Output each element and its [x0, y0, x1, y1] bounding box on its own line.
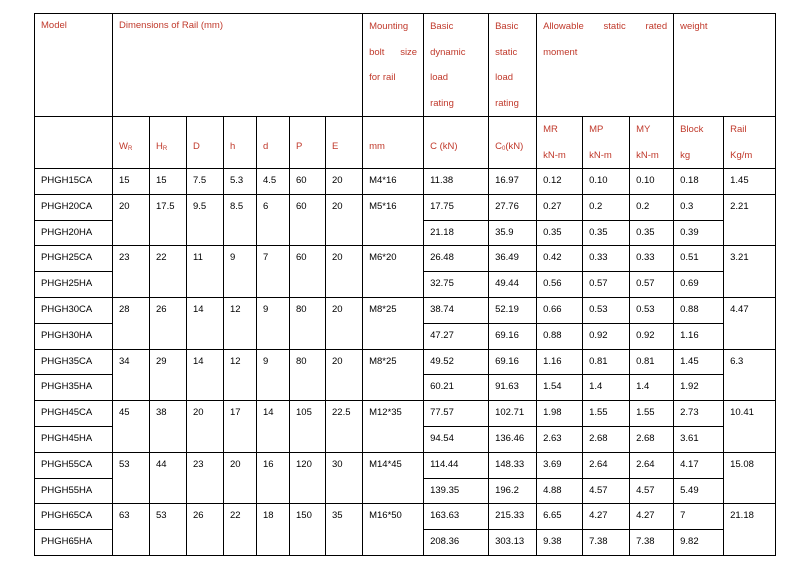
cell-hr: 17.5 — [150, 194, 187, 246]
cell-mp: 0.2 — [583, 194, 630, 220]
table-row — [35, 246, 776, 272]
cell-rail: 4.47 — [724, 297, 776, 349]
cell-mp: 7.38 — [583, 530, 630, 556]
cell-d: 4.5 — [257, 169, 290, 195]
table-row — [35, 452, 776, 478]
cell-rail: 6.3 — [724, 349, 776, 401]
cell-c: 49.52 — [424, 349, 489, 375]
cell-mr: 0.12 — [537, 169, 583, 195]
cell-block: 7 — [674, 504, 724, 530]
cell-mr: 6.65 — [537, 504, 583, 530]
cell-bolt: M14*45 — [363, 452, 424, 504]
cell-d: 11 — [187, 246, 224, 298]
cell-my: 0.10 — [630, 169, 674, 195]
cell-mp: 0.35 — [583, 220, 630, 246]
cell-mr: 0.56 — [537, 272, 583, 298]
header-C0: $C_0(kN)$ — [489, 117, 537, 169]
cell-model: PHGH25CA — [35, 246, 113, 272]
header-rail: Rail Kg/m — [724, 117, 776, 169]
cell-e: 20 — [326, 297, 363, 349]
cell-block: 0.18 — [674, 169, 724, 195]
table-row — [35, 194, 776, 220]
spec-table — [34, 13, 776, 556]
cell-h: 12 — [224, 297, 257, 349]
cell-model: PHGH30CA — [35, 297, 113, 323]
cell-wr: 34 — [113, 349, 150, 401]
header-P: P — [290, 117, 326, 169]
cell-wr: 53 — [113, 452, 150, 504]
cell-c: 139.35 — [424, 478, 489, 504]
cell-d: 9 — [257, 297, 290, 349]
cell-mp: 0.10 — [583, 169, 630, 195]
cell-my: 4.27 — [630, 504, 674, 530]
header-basic-dynamic: Basic dynamic load rating — [424, 14, 489, 117]
cell-mr: 1.98 — [537, 401, 583, 427]
cell-c0: 136.46 — [489, 426, 537, 452]
cell-d: 16 — [257, 452, 290, 504]
cell-bolt: M4*16 — [363, 169, 424, 195]
cell-d: 14 — [187, 349, 224, 401]
header-block: Block kg — [674, 117, 724, 169]
cell-d: 9 — [257, 349, 290, 401]
cell-wr: 23 — [113, 246, 150, 298]
cell-hr: 26 — [150, 297, 187, 349]
cell-d: 14 — [257, 401, 290, 453]
header-wr: $W_R$ — [113, 117, 150, 169]
cell-mr: 0.66 — [537, 297, 583, 323]
cell-c0: 303.13 — [489, 530, 537, 556]
cell-mr: 9.38 — [537, 530, 583, 556]
cell-c0: 148.33 — [489, 452, 537, 478]
cell-h: 5.3 — [224, 169, 257, 195]
cell-rail: 21.18 — [724, 504, 776, 556]
cell-hr: 38 — [150, 401, 187, 453]
cell-wr: 45 — [113, 401, 150, 453]
cell-block: 2.73 — [674, 401, 724, 427]
cell-mr: 2.63 — [537, 426, 583, 452]
cell-mp: 0.33 — [583, 246, 630, 272]
cell-hr: 53 — [150, 504, 187, 556]
cell-mp: 2.68 — [583, 426, 630, 452]
cell-mp: 0.81 — [583, 349, 630, 375]
header-model-cont — [35, 117, 113, 169]
cell-block: 0.88 — [674, 297, 724, 323]
cell-mr: 0.42 — [537, 246, 583, 272]
cell-mr: 0.88 — [537, 323, 583, 349]
cell-c0: 69.16 — [489, 349, 537, 375]
cell-rail: 2.21 — [724, 194, 776, 246]
cell-block: 9.82 — [674, 530, 724, 556]
cell-model: PHGH20CA — [35, 194, 113, 220]
cell-model: PHGH30HA — [35, 323, 113, 349]
cell-wr: 63 — [113, 504, 150, 556]
cell-c0: 52.19 — [489, 297, 537, 323]
cell-c0: 102.71 — [489, 401, 537, 427]
header-D: D — [187, 117, 224, 169]
cell-mr: 4.88 — [537, 478, 583, 504]
cell-model: PHGH35CA — [35, 349, 113, 375]
cell-e: 35 — [326, 504, 363, 556]
cell-d: 14 — [187, 297, 224, 349]
cell-model: PHGH20HA — [35, 220, 113, 246]
cell-rail: 10.41 — [724, 401, 776, 453]
header-basic-static: Basic static load rating — [489, 14, 537, 117]
cell-mr: 0.35 — [537, 220, 583, 246]
cell-c0: 27.76 — [489, 194, 537, 220]
cell-model: PHGH55HA — [35, 478, 113, 504]
cell-model: PHGH15CA — [35, 169, 113, 195]
cell-p: 80 — [290, 349, 326, 401]
cell-mp: 0.92 — [583, 323, 630, 349]
cell-mp: 0.53 — [583, 297, 630, 323]
cell-p: 105 — [290, 401, 326, 453]
cell-bolt: M8*25 — [363, 349, 424, 401]
cell-my: 0.92 — [630, 323, 674, 349]
cell-block: 4.17 — [674, 452, 724, 478]
cell-e: 20 — [326, 169, 363, 195]
cell-h: 22 — [224, 504, 257, 556]
cell-hr: 22 — [150, 246, 187, 298]
cell-c: 114.44 — [424, 452, 489, 478]
header-model: Model — [35, 14, 113, 117]
header-C: C (kN) — [424, 117, 489, 169]
cell-c: 26.48 — [424, 246, 489, 272]
cell-d: 6 — [257, 194, 290, 246]
cell-e: 20 — [326, 349, 363, 401]
cell-c: 21.18 — [424, 220, 489, 246]
cell-h: 9 — [224, 246, 257, 298]
cell-my: 1.55 — [630, 401, 674, 427]
cell-bolt: M5*16 — [363, 194, 424, 246]
cell-bolt: M12*35 — [363, 401, 424, 453]
cell-h: 8.5 — [224, 194, 257, 246]
cell-block: 1.45 — [674, 349, 724, 375]
cell-c0: 196.2 — [489, 478, 537, 504]
cell-model: PHGH55CA — [35, 452, 113, 478]
cell-my: 7.38 — [630, 530, 674, 556]
cell-mr: 0.27 — [537, 194, 583, 220]
cell-model: PHGH45CA — [35, 401, 113, 427]
cell-bolt: M8*25 — [363, 297, 424, 349]
table-row — [35, 504, 776, 530]
cell-block: 5.49 — [674, 478, 724, 504]
cell-block: 0.3 — [674, 194, 724, 220]
cell-p: 60 — [290, 246, 326, 298]
cell-model: PHGH45HA — [35, 426, 113, 452]
cell-d: 20 — [187, 401, 224, 453]
cell-e: 30 — [326, 452, 363, 504]
cell-c0: 36.49 — [489, 246, 537, 272]
cell-c: 17.75 — [424, 194, 489, 220]
cell-mp: 0.57 — [583, 272, 630, 298]
cell-my: 0.35 — [630, 220, 674, 246]
table-row — [35, 297, 776, 323]
cell-mp: 4.27 — [583, 504, 630, 530]
header-hr: $H_R$ — [150, 117, 187, 169]
header-h: h — [224, 117, 257, 169]
header-my: MY kN-m — [630, 117, 674, 169]
cell-c: 163.63 — [424, 504, 489, 530]
cell-my: 1.4 — [630, 375, 674, 401]
cell-c0: 91.63 — [489, 375, 537, 401]
cell-model: PHGH35HA — [35, 375, 113, 401]
cell-wr: 15 — [113, 169, 150, 195]
cell-mp: 1.55 — [583, 401, 630, 427]
cell-mr: 3.69 — [537, 452, 583, 478]
header-mm: mm — [363, 117, 424, 169]
cell-d: 7 — [257, 246, 290, 298]
header-mp: MP kN-m — [583, 117, 630, 169]
cell-c: 77.57 — [424, 401, 489, 427]
cell-mp: 4.57 — [583, 478, 630, 504]
cell-p: 150 — [290, 504, 326, 556]
cell-block: 0.69 — [674, 272, 724, 298]
cell-block: 3.61 — [674, 426, 724, 452]
cell-my: 0.33 — [630, 246, 674, 272]
cell-my: 2.68 — [630, 426, 674, 452]
cell-c: 47.27 — [424, 323, 489, 349]
cell-e: 22.5 — [326, 401, 363, 453]
cell-e: 20 — [326, 246, 363, 298]
cell-my: 0.53 — [630, 297, 674, 323]
cell-model: PHGH65CA — [35, 504, 113, 530]
cell-wr: 28 — [113, 297, 150, 349]
header-d: d — [257, 117, 290, 169]
header-allowable-moment: Allowable static rated moment — [537, 14, 674, 117]
cell-d: 26 — [187, 504, 224, 556]
cell-d: 18 — [257, 504, 290, 556]
cell-c: 11.38 — [424, 169, 489, 195]
cell-bolt: M6*20 — [363, 246, 424, 298]
cell-mr: 1.16 — [537, 349, 583, 375]
cell-my: 2.64 — [630, 452, 674, 478]
cell-mr: 1.54 — [537, 375, 583, 401]
cell-hr: 15 — [150, 169, 187, 195]
cell-mp: 2.64 — [583, 452, 630, 478]
cell-model: PHGH65HA — [35, 530, 113, 556]
cell-c: 60.21 — [424, 375, 489, 401]
table-row — [35, 401, 776, 427]
cell-my: 0.2 — [630, 194, 674, 220]
cell-d: 23 — [187, 452, 224, 504]
cell-c0: 35.9 — [489, 220, 537, 246]
cell-my: 0.81 — [630, 349, 674, 375]
cell-block: 1.16 — [674, 323, 724, 349]
table-row — [35, 169, 776, 195]
cell-p: 80 — [290, 297, 326, 349]
cell-block: 0.51 — [674, 246, 724, 272]
cell-p: 60 — [290, 169, 326, 195]
cell-c0: 69.16 — [489, 323, 537, 349]
cell-e: 20 — [326, 194, 363, 246]
cell-c: 208.36 — [424, 530, 489, 556]
cell-my: 0.57 — [630, 272, 674, 298]
cell-rail: 15.08 — [724, 452, 776, 504]
cell-hr: 44 — [150, 452, 187, 504]
header-E: E — [326, 117, 363, 169]
cell-h: 12 — [224, 349, 257, 401]
cell-rail: 3.21 — [724, 246, 776, 298]
header-mounting-bolt: Mounting bolt size for rail — [363, 14, 424, 117]
cell-c0: 49.44 — [489, 272, 537, 298]
cell-d: 7.5 — [187, 169, 224, 195]
cell-c: 94.54 — [424, 426, 489, 452]
cell-h: 20 — [224, 452, 257, 504]
cell-p: 120 — [290, 452, 326, 504]
cell-rail: 1.45 — [724, 169, 776, 195]
cell-p: 60 — [290, 194, 326, 246]
cell-c: 32.75 — [424, 272, 489, 298]
cell-mp: 1.4 — [583, 375, 630, 401]
cell-h: 17 — [224, 401, 257, 453]
header-dimensions: Dimensions of Rail (mm) — [113, 14, 363, 117]
table-row — [35, 349, 776, 375]
cell-c0: 16.97 — [489, 169, 537, 195]
header-mr: MR kN-m — [537, 117, 583, 169]
cell-d: 9.5 — [187, 194, 224, 246]
cell-my: 4.57 — [630, 478, 674, 504]
cell-hr: 29 — [150, 349, 187, 401]
cell-wr: 20 — [113, 194, 150, 246]
cell-c: 38.74 — [424, 297, 489, 323]
cell-c0: 215.33 — [489, 504, 537, 530]
cell-block: 0.39 — [674, 220, 724, 246]
cell-model: PHGH25HA — [35, 272, 113, 298]
header-weight: weight — [674, 14, 776, 117]
cell-block: 1.92 — [674, 375, 724, 401]
cell-bolt: M16*50 — [363, 504, 424, 556]
